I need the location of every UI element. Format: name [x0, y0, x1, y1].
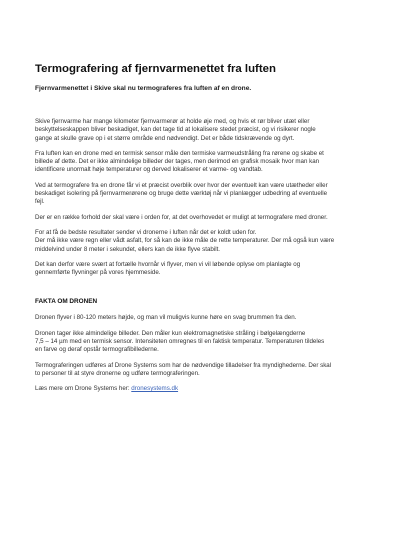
text-line: Fra luften kan en drone med en termisk sensor måle den termiske varmeudstråling fra rørene og skabe et	[35, 149, 324, 157]
text-line: beskadiget isolering på fjernvarmerørene og bruge dette værktøj når vi planlægger udbedring af eventuelle	[35, 190, 328, 198]
article-title: Termografering af fjernvarmenettet fra luften	[35, 63, 276, 75]
text-line: Skive fjernvarme har mange kilometer fjernvarmerør at holde øje med, og hvis et rør bliver utæt eller	[35, 118, 310, 125]
article-content	[35, 62, 370, 401]
dronesystems-link[interactable]: dronesystems.dk	[131, 385, 179, 393]
body-paragraph	[35, 214, 370, 222]
body-paragraph	[35, 182, 370, 207]
fakta-paragraph	[35, 385, 370, 393]
text-line: Dronen tager ikke almindelige billeder. Den måler kun elektromagnetiske stråling i bølgelængderne	[35, 329, 306, 337]
text-line: billede af dette. Det er ikke almindelige billeder der tages, men derimod en grafisk mosaik hvor man kan	[35, 158, 320, 166]
text-line: Ved at termografere fra en drone får vi et præcist overblik over hvor der eventuelt kan være utætheder eller	[35, 181, 328, 189]
text-line: to personer til at styre dronerne og udføre termograferingen.	[35, 369, 200, 377]
text-line: 7,5 – 14 µm med en termisk sensor. Intensiteten omregnes til en faktisk temperatur. Temperaturen tildeles	[35, 338, 325, 346]
text-line: beskyttelseskappen bliver beskadiget, kan det tage tid at lokalisere stedet præcist, og vi risikerer nogle	[35, 126, 316, 134]
text-line: fejl.	[35, 198, 45, 206]
fakta-paragraph	[35, 314, 370, 322]
link-line	[35, 385, 370, 393]
text-line: Der må ikke være regn eller vådt asfalt, for så kan de ikke måle de rette temperaturer. Der må også kun være	[35, 237, 335, 245]
text-line: Det kan derfor være svært at fortælle hvornår vi flyver, men vi vil løbende oplyse om planlagte og	[35, 260, 301, 268]
text-line: Dronen flyver i 80-120 meters højde, og man vil muligvis kunne høre en svag brummen fra den.	[35, 314, 297, 322]
body-paragraph	[35, 150, 370, 175]
body-paragraph	[35, 261, 370, 278]
fakta-heading: FAKTA OM DRONEN	[35, 298, 98, 306]
article-body	[35, 118, 370, 277]
link-prefix: Læs mere om Drone Systems her:	[35, 385, 132, 393]
body-paragraph	[35, 229, 370, 254]
fakta-paragraph	[35, 330, 370, 355]
fakta-paragraph	[35, 362, 370, 379]
text-line: Termograferingen udføres af Drone Systems som har de nødvendige tilladelser fra myndighederne. Der skal	[35, 361, 332, 369]
article-subtitle: Fjernvarmenettet i Skive skal nu termograferes fra luften af en drone.	[35, 85, 252, 92]
text-line: gennemførte flyvninger på vores hjemmeside.	[35, 269, 161, 277]
text-line: For at få de bedste resultater sender vi dronerne i luften når det er koldt uden for.	[35, 228, 257, 236]
text-line: en farve og deraf opstår termografibillederne.	[35, 346, 159, 354]
text-line: gange at skulle grave op i et større område end nødvendigt. Det er både tidskrævende og dyrt.	[35, 134, 295, 142]
fakta-section	[35, 314, 370, 393]
text-line: middelvind under 8 meter i sekundet, ellers kan de ikke flyve stabilt.	[35, 245, 221, 253]
text-line: identificere unormalt høje temperaturer og derved lokaliserer et varme- og vandtab.	[35, 166, 263, 174]
text-line: Der er en række forhold der skal være i orden for, at det overhovedet er muligt at termografere med droner.	[35, 213, 328, 221]
body-paragraph	[35, 118, 370, 143]
